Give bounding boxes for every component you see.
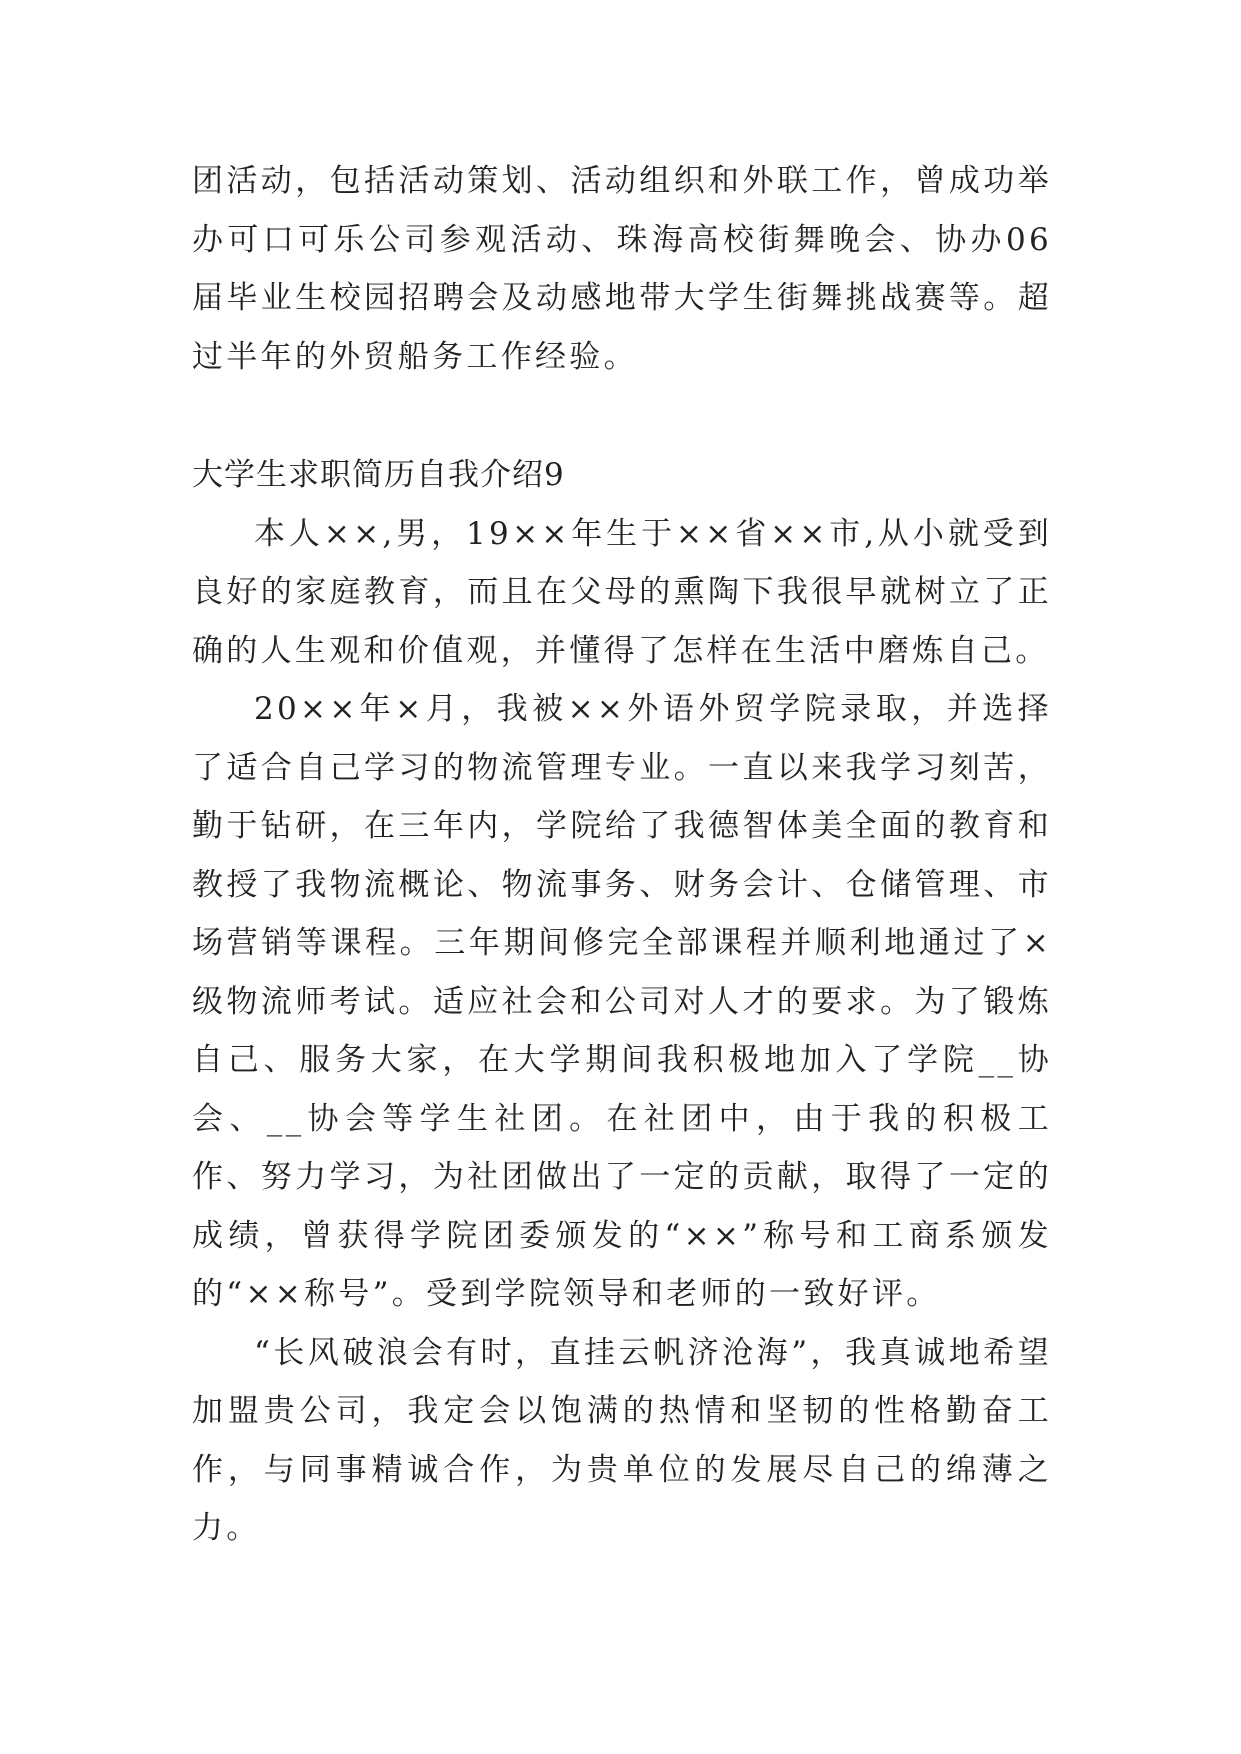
document-body — [192, 152, 1052, 1558]
paragraph-closing: “长风破浪会有时，直挂云帆济沧海”，我真诚地希望加盟贵公司，我定会以饱满的热情和坚韧的性格勤奋工作，与同事精诚合作，为贵单位的发展尽自己的绵薄之力。 — [192, 1334, 1052, 1546]
continued-paragraph: 团活动，包括活动策划、活动组织和外联工作，曾成功举办可口可乐公司参观活动、珠海高校街舞晚会、协办06届毕业生校园招聘会及动感地带大学生街舞挑战赛等。超过半年的外贸船务工作经验。 — [192, 163, 1052, 375]
section-title: 大学生求职简历自我介绍9 — [192, 457, 565, 493]
paragraph-education: 20××年×月，我被××外语外贸学院录取，并选择了适合自己学习的物流管理专业。一直以来我学习刻苦，勤于钻研，在三年内，学院给了我德智体美全面的教育和教授了我物流概论、物流事务、财务会计、仓储管理、市场营销等课程。三年期间修完全部课程并顺利地通过了×级物流师考试。适应社会和公司对人才的要求。为了锻炼自己、服务大家，在大学期间我积极地加入了学院__协会、__协会等学生社团。在社团中，由于我的积极工作、努力学习，为社团做出了一定的贡献，取得了一定的成绩，曾获得学院团委颁发的“××”称号和工商系颁发的“××称号”。受到学院领导和老师的一致好评。 — [192, 691, 1052, 1312]
paragraph-intro: 本人××,男，19××年生于××省××市,从小就受到良好的家庭教育，而且在父母的熏陶下我很早就树立了正确的人生观和价值观，并懂得了怎样在生活中磨炼自己。 — [192, 515, 1052, 669]
